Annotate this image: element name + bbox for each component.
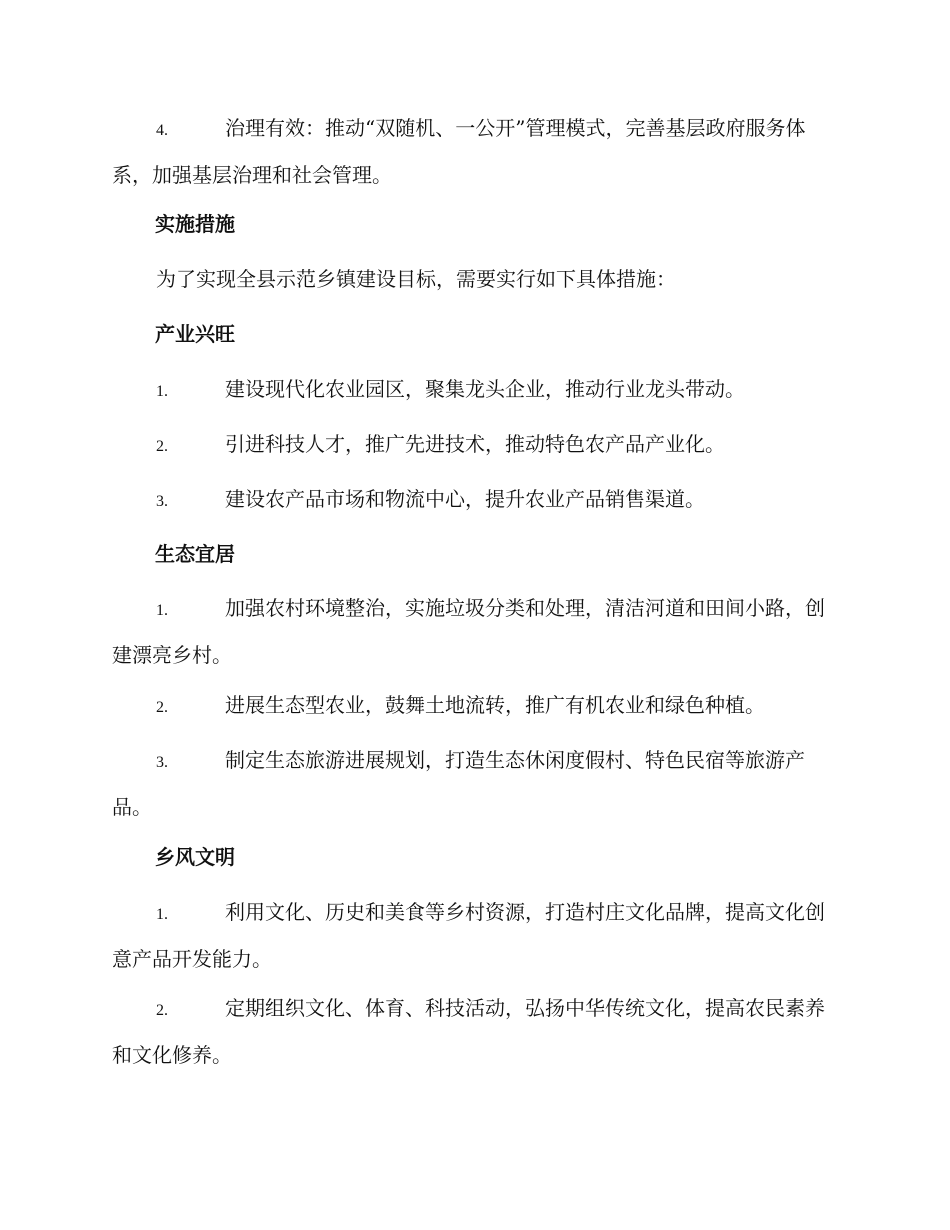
list-text: 制定生态旅游进展规划，打造生态休闲度假村、特色民宿等旅游产品。 — [112, 748, 805, 819]
list-number: 4. — [156, 122, 168, 139]
section-heading-measures: 实施措施 — [155, 212, 235, 236]
list-number: 3. — [156, 754, 168, 771]
section-heading-ecology: 生态宜居 — [155, 542, 235, 566]
list-item — [112, 477, 834, 524]
list-text: 利用文化、历史和美食等乡村资源，打造村庄文化品牌，提高文化创意产品开发能力。 — [112, 900, 825, 971]
list-number: 3. — [156, 493, 168, 510]
list-item-governance — [112, 106, 834, 197]
list-item — [112, 586, 834, 677]
list-text: 进展生态型农业，鼓舞土地流转，推广有机农业和绿色种植。 — [225, 693, 765, 717]
list-item — [112, 422, 834, 469]
list-item — [112, 890, 834, 981]
list-number: 2. — [156, 1002, 168, 1019]
list-number: 2. — [156, 699, 168, 716]
measures-intro: 为了实现全县示范乡镇建设目标，需要实行如下具体措施： — [156, 267, 676, 291]
list-item — [112, 683, 834, 730]
list-text: 建设现代化农业园区，聚集龙头企业，推动行业龙头带动。 — [225, 377, 745, 401]
list-text: 建设农产品市场和物流中心，提升农业产品销售渠道。 — [225, 487, 705, 511]
list-text: 定期组织文化、体育、科技活动，弘扬中华传统文化，提高农民素养和文化修养。 — [112, 996, 825, 1067]
list-text: 引进科技人才，推广先进技术，推动特色农产品产业化。 — [225, 432, 725, 456]
section-heading-culture: 乡风文明 — [155, 845, 235, 869]
list-text: 加强农村环境整治，实施垃圾分类和处理，清洁河道和田间小路，创建漂亮乡村。 — [112, 596, 825, 667]
list-number: 1. — [156, 602, 168, 619]
list-number: 2. — [156, 438, 168, 455]
list-number: 1. — [156, 383, 168, 400]
list-item — [112, 738, 834, 829]
list-item — [112, 986, 834, 1077]
section-heading-industry: 产业兴旺 — [155, 322, 235, 346]
list-number: 1. — [156, 906, 168, 923]
list-text: 治理有效：推动“双随机、一公开”管理模式，完善基层政府服务体系，加强基层治理和社会管理。 — [112, 116, 806, 187]
list-item — [112, 367, 834, 414]
